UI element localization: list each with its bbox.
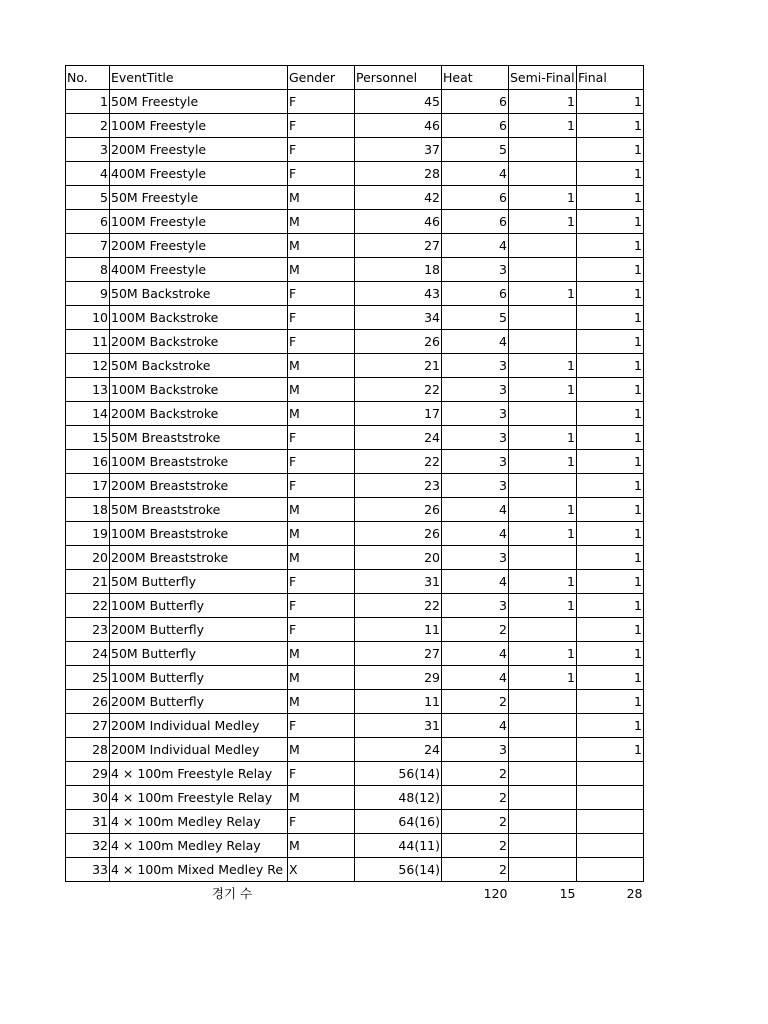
- cell-final: 1: [577, 306, 644, 330]
- cell-semi-final: 1: [509, 666, 577, 690]
- cell-gender: F: [288, 114, 355, 138]
- cell-gender: F: [288, 618, 355, 642]
- cell-personnel: 22: [355, 450, 442, 474]
- cell-gender: M: [288, 258, 355, 282]
- cell-no: 28: [66, 738, 110, 762]
- cell-final: 1: [577, 642, 644, 666]
- cell-semi-final: 1: [509, 210, 577, 234]
- cell-final: 1: [577, 690, 644, 714]
- total-final: 28: [626, 886, 643, 902]
- cell-no: 10: [66, 306, 110, 330]
- cell-semi-final: 1: [509, 594, 577, 618]
- cell-event-title: 400M Freestyle: [110, 162, 288, 186]
- cell-final: 1: [577, 186, 644, 210]
- cell-no: 30: [66, 786, 110, 810]
- cell-final: [577, 786, 644, 810]
- table-row: [66, 858, 644, 882]
- cell-heat: 3: [442, 450, 509, 474]
- cell-gender: F: [288, 90, 355, 114]
- cell-event-title: 200M Backstroke: [110, 402, 288, 426]
- cell-final: 1: [577, 738, 644, 762]
- table-row: [66, 570, 644, 594]
- table-row: [66, 666, 644, 690]
- cell-personnel: 64(16): [355, 810, 442, 834]
- table-row: [66, 330, 644, 354]
- cell-heat: 4: [442, 642, 509, 666]
- cell-event-title: 4 × 100m Freestyle Relay: [110, 762, 288, 786]
- cell-no: 6: [66, 210, 110, 234]
- total-semi-final: 15: [559, 886, 576, 902]
- cell-gender: M: [288, 546, 355, 570]
- table-row: [66, 210, 644, 234]
- cell-event-title: 50M Butterfly: [110, 570, 288, 594]
- cell-heat: 4: [442, 234, 509, 258]
- table-row: [66, 786, 644, 810]
- cell-no: 3: [66, 138, 110, 162]
- cell-heat: 3: [442, 354, 509, 378]
- table-row: [66, 138, 644, 162]
- cell-heat: 2: [442, 690, 509, 714]
- cell-event-title: 200M Backstroke: [110, 330, 288, 354]
- cell-event-title: 100M Breaststroke: [110, 450, 288, 474]
- cell-semi-final: 1: [509, 282, 577, 306]
- cell-event-title: 50M Breaststroke: [110, 426, 288, 450]
- cell-no: 5: [66, 186, 110, 210]
- table-row: [66, 90, 644, 114]
- cell-no: 32: [66, 834, 110, 858]
- table-row: [66, 450, 644, 474]
- table-row: [66, 690, 644, 714]
- table-row: [66, 258, 644, 282]
- cell-no: 4: [66, 162, 110, 186]
- cell-personnel: 28: [355, 162, 442, 186]
- cell-no: 17: [66, 474, 110, 498]
- cell-personnel: 26: [355, 522, 442, 546]
- cell-event-title: 4 × 100m Mixed Medley Re: [110, 858, 288, 882]
- cell-event-title: 200M Freestyle: [110, 234, 288, 258]
- cell-no: 14: [66, 402, 110, 426]
- cell-final: 1: [577, 378, 644, 402]
- cell-personnel: 18: [355, 258, 442, 282]
- cell-gender: F: [288, 450, 355, 474]
- cell-semi-final: 1: [509, 114, 577, 138]
- cell-personnel: 43: [355, 282, 442, 306]
- cell-final: 1: [577, 90, 644, 114]
- cell-personnel: 34: [355, 306, 442, 330]
- cell-personnel: 11: [355, 690, 442, 714]
- cell-semi-final: 1: [509, 186, 577, 210]
- totals-row: [66, 882, 644, 906]
- cell-gender: M: [288, 378, 355, 402]
- table-row: [66, 594, 644, 618]
- col-header-semi-final: Semi-Final: [509, 66, 577, 90]
- table-row: [66, 546, 644, 570]
- cell-gender: M: [288, 234, 355, 258]
- cell-personnel: 44(11): [355, 834, 442, 858]
- cell-gender: F: [288, 162, 355, 186]
- cell-no: 9: [66, 282, 110, 306]
- table-row: [66, 426, 644, 450]
- col-header-gender: Gender: [288, 66, 355, 90]
- cell-gender: F: [288, 714, 355, 738]
- cell-semi-final: [509, 546, 577, 570]
- table-row: [66, 354, 644, 378]
- col-header-event-title: EventTitle: [110, 66, 288, 90]
- cell-personnel: 46: [355, 210, 442, 234]
- cell-final: 1: [577, 210, 644, 234]
- cell-heat: 4: [442, 666, 509, 690]
- cell-personnel: 27: [355, 234, 442, 258]
- total-heat: 120: [483, 886, 508, 902]
- cell-event-title: 100M Freestyle: [110, 210, 288, 234]
- cell-event-title: 100M Butterfly: [110, 594, 288, 618]
- cell-gender: M: [288, 186, 355, 210]
- cell-final: 1: [577, 330, 644, 354]
- col-header-heat: Heat: [442, 66, 509, 90]
- cell-semi-final: [509, 738, 577, 762]
- cell-semi-final: 1: [509, 570, 577, 594]
- cell-heat: 3: [442, 258, 509, 282]
- cell-no: 31: [66, 810, 110, 834]
- cell-final: 1: [577, 594, 644, 618]
- cell-personnel: 20: [355, 546, 442, 570]
- cell-gender: M: [288, 210, 355, 234]
- cell-semi-final: [509, 306, 577, 330]
- cell-event-title: 50M Freestyle: [110, 186, 288, 210]
- cell-heat: 2: [442, 618, 509, 642]
- cell-semi-final: [509, 258, 577, 282]
- cell-final: 1: [577, 450, 644, 474]
- cell-gender: M: [288, 498, 355, 522]
- cell-gender: M: [288, 522, 355, 546]
- cell-no: 18: [66, 498, 110, 522]
- cell-final: 1: [577, 474, 644, 498]
- cell-event-title: 50M Butterfly: [110, 642, 288, 666]
- cell-heat: 3: [442, 402, 509, 426]
- cell-heat: 3: [442, 378, 509, 402]
- cell-semi-final: 1: [509, 354, 577, 378]
- cell-event-title: 200M Breaststroke: [110, 474, 288, 498]
- cell-event-title: 4 × 100m Freestyle Relay: [110, 786, 288, 810]
- cell-heat: 3: [442, 474, 509, 498]
- cell-final: 1: [577, 498, 644, 522]
- cell-gender: M: [288, 738, 355, 762]
- cell-event-title: 100M Breaststroke: [110, 522, 288, 546]
- cell-personnel: 27: [355, 642, 442, 666]
- cell-no: 11: [66, 330, 110, 354]
- cell-semi-final: [509, 834, 577, 858]
- cell-no: 12: [66, 354, 110, 378]
- cell-final: 1: [577, 618, 644, 642]
- cell-event-title: 100M Butterfly: [110, 666, 288, 690]
- cell-personnel: 45: [355, 90, 442, 114]
- cell-heat: 2: [442, 834, 509, 858]
- cell-event-title: 200M Breaststroke: [110, 546, 288, 570]
- cell-final: 1: [577, 282, 644, 306]
- cell-no: 2: [66, 114, 110, 138]
- cell-personnel: 23: [355, 474, 442, 498]
- cell-event-title: 100M Backstroke: [110, 306, 288, 330]
- cell-final: 1: [577, 522, 644, 546]
- cell-final: 1: [577, 714, 644, 738]
- cell-no: 13: [66, 378, 110, 402]
- cell-heat: 3: [442, 738, 509, 762]
- cell-final: 1: [577, 426, 644, 450]
- cell-no: 1: [66, 90, 110, 114]
- cell-gender: F: [288, 426, 355, 450]
- cell-event-title: 4 × 100m Medley Relay: [110, 810, 288, 834]
- cell-semi-final: [509, 714, 577, 738]
- cell-gender: M: [288, 354, 355, 378]
- cell-gender: M: [288, 690, 355, 714]
- event-table: [65, 65, 644, 905]
- table-row: [66, 618, 644, 642]
- cell-final: 1: [577, 162, 644, 186]
- cell-personnel: 48(12): [355, 786, 442, 810]
- table-row: [66, 762, 644, 786]
- cell-heat: 4: [442, 522, 509, 546]
- cell-event-title: 4 × 100m Medley Relay: [110, 834, 288, 858]
- cell-event-title: 100M Freestyle: [110, 114, 288, 138]
- cell-heat: 6: [442, 210, 509, 234]
- cell-personnel: 42: [355, 186, 442, 210]
- cell-semi-final: [509, 858, 577, 882]
- cell-event-title: 100M Backstroke: [110, 378, 288, 402]
- cell-semi-final: [509, 138, 577, 162]
- cell-final: [577, 858, 644, 882]
- cell-event-title: 50M Backstroke: [110, 282, 288, 306]
- cell-no: 27: [66, 714, 110, 738]
- cell-no: 29: [66, 762, 110, 786]
- cell-final: 1: [577, 666, 644, 690]
- cell-event-title: 200M Freestyle: [110, 138, 288, 162]
- cell-heat: 4: [442, 162, 509, 186]
- cell-gender: M: [288, 834, 355, 858]
- cell-final: [577, 834, 644, 858]
- cell-semi-final: [509, 618, 577, 642]
- cell-semi-final: [509, 234, 577, 258]
- cell-semi-final: 1: [509, 90, 577, 114]
- cell-semi-final: 1: [509, 498, 577, 522]
- cell-final: 1: [577, 402, 644, 426]
- cell-final: 1: [577, 354, 644, 378]
- cell-no: 21: [66, 570, 110, 594]
- cell-heat: 2: [442, 810, 509, 834]
- cell-personnel: 46: [355, 114, 442, 138]
- cell-personnel: 24: [355, 738, 442, 762]
- cell-no: 7: [66, 234, 110, 258]
- table-row: [66, 186, 644, 210]
- cell-gender: F: [288, 594, 355, 618]
- cell-semi-final: [509, 762, 577, 786]
- cell-no: 33: [66, 858, 110, 882]
- cell-personnel: 26: [355, 330, 442, 354]
- cell-event-title: 200M Butterfly: [110, 618, 288, 642]
- cell-no: 20: [66, 546, 110, 570]
- cell-event-title: 50M Freestyle: [110, 90, 288, 114]
- cell-final: 1: [577, 546, 644, 570]
- cell-gender: M: [288, 786, 355, 810]
- cell-gender: F: [288, 282, 355, 306]
- cell-no: 19: [66, 522, 110, 546]
- cell-gender: M: [288, 402, 355, 426]
- cell-semi-final: 1: [509, 522, 577, 546]
- cell-personnel: 31: [355, 714, 442, 738]
- cell-no: 25: [66, 666, 110, 690]
- cell-semi-final: [509, 690, 577, 714]
- cell-event-title: 50M Backstroke: [110, 354, 288, 378]
- cell-final: [577, 762, 644, 786]
- cell-heat: 5: [442, 138, 509, 162]
- cell-semi-final: 1: [509, 450, 577, 474]
- table-row: [66, 162, 644, 186]
- cell-semi-final: 1: [509, 426, 577, 450]
- cell-heat: 4: [442, 498, 509, 522]
- cell-final: 1: [577, 114, 644, 138]
- cell-semi-final: [509, 810, 577, 834]
- cell-event-title: 200M Individual Medley: [110, 738, 288, 762]
- cell-semi-final: 1: [509, 642, 577, 666]
- cell-gender: F: [288, 474, 355, 498]
- cell-event-title: 400M Freestyle: [110, 258, 288, 282]
- cell-event-title: 200M Individual Medley: [110, 714, 288, 738]
- table-row: [66, 834, 644, 858]
- header-row: [66, 66, 644, 90]
- cell-semi-final: [509, 786, 577, 810]
- cell-heat: 3: [442, 426, 509, 450]
- cell-heat: 4: [442, 714, 509, 738]
- cell-gender: X: [288, 858, 355, 882]
- table-row: [66, 738, 644, 762]
- table-row: [66, 306, 644, 330]
- cell-gender: M: [288, 666, 355, 690]
- cell-event-title: 50M Breaststroke: [110, 498, 288, 522]
- cell-heat: 4: [442, 570, 509, 594]
- cell-heat: 4: [442, 330, 509, 354]
- cell-heat: 3: [442, 594, 509, 618]
- cell-gender: M: [288, 642, 355, 666]
- cell-no: 16: [66, 450, 110, 474]
- cell-final: 1: [577, 570, 644, 594]
- table-row: [66, 522, 644, 546]
- cell-personnel: 37: [355, 138, 442, 162]
- table-row: [66, 402, 644, 426]
- cell-no: 8: [66, 258, 110, 282]
- cell-heat: 2: [442, 858, 509, 882]
- cell-final: 1: [577, 138, 644, 162]
- cell-final: 1: [577, 258, 644, 282]
- cell-personnel: 31: [355, 570, 442, 594]
- cell-semi-final: [509, 402, 577, 426]
- cell-heat: 6: [442, 90, 509, 114]
- cell-gender: F: [288, 810, 355, 834]
- cell-heat: 5: [442, 306, 509, 330]
- table-row: [66, 810, 644, 834]
- cell-semi-final: [509, 330, 577, 354]
- cell-gender: F: [288, 306, 355, 330]
- cell-personnel: 22: [355, 378, 442, 402]
- table-row: [66, 474, 644, 498]
- cell-semi-final: [509, 162, 577, 186]
- cell-event-title: 200M Butterfly: [110, 690, 288, 714]
- cell-gender: F: [288, 138, 355, 162]
- cell-no: 24: [66, 642, 110, 666]
- cell-personnel: 29: [355, 666, 442, 690]
- cell-heat: 6: [442, 186, 509, 210]
- cell-heat: 6: [442, 114, 509, 138]
- table-row: [66, 234, 644, 258]
- cell-personnel: 24: [355, 426, 442, 450]
- cell-personnel: 26: [355, 498, 442, 522]
- cell-personnel: 56(14): [355, 762, 442, 786]
- totals-label: 경기 수: [211, 886, 253, 902]
- cell-final: 1: [577, 234, 644, 258]
- cell-no: 23: [66, 618, 110, 642]
- cell-heat: 3: [442, 546, 509, 570]
- table-row: [66, 498, 644, 522]
- col-header-no: No.: [66, 66, 110, 90]
- cell-gender: F: [288, 570, 355, 594]
- cell-gender: F: [288, 762, 355, 786]
- cell-heat: 6: [442, 282, 509, 306]
- cell-heat: 2: [442, 762, 509, 786]
- cell-personnel: 11: [355, 618, 442, 642]
- cell-personnel: 17: [355, 402, 442, 426]
- cell-final: [577, 810, 644, 834]
- cell-no: 15: [66, 426, 110, 450]
- col-header-personnel: Personnel: [355, 66, 442, 90]
- cell-no: 22: [66, 594, 110, 618]
- table-row: [66, 642, 644, 666]
- cell-gender: F: [288, 330, 355, 354]
- cell-semi-final: [509, 474, 577, 498]
- table-row: [66, 282, 644, 306]
- col-header-final: Final: [577, 66, 644, 90]
- cell-semi-final: 1: [509, 378, 577, 402]
- table-row: [66, 714, 644, 738]
- cell-no: 26: [66, 690, 110, 714]
- cell-personnel: 56(14): [355, 858, 442, 882]
- cell-heat: 2: [442, 786, 509, 810]
- table-row: [66, 378, 644, 402]
- table-row: [66, 114, 644, 138]
- cell-personnel: 21: [355, 354, 442, 378]
- cell-personnel: 22: [355, 594, 442, 618]
